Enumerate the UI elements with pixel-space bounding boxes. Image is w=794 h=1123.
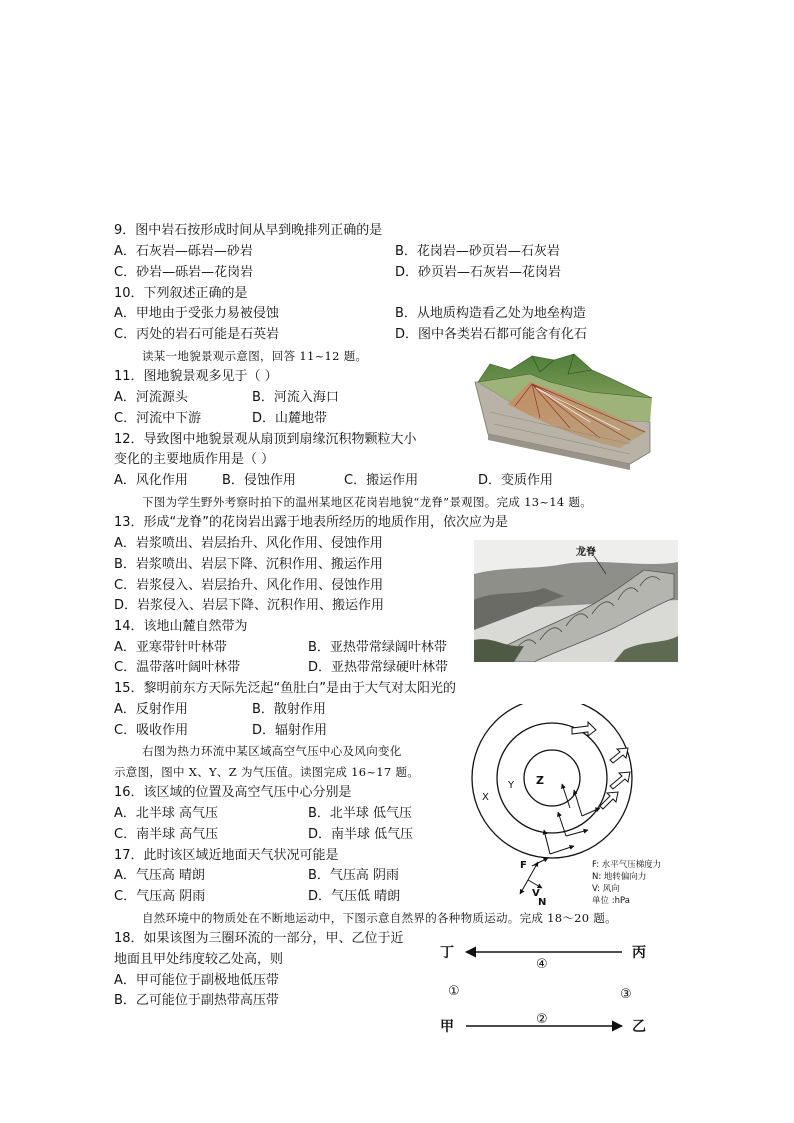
- q10-option-d: D．图中各类岩石都可能含有化石: [395, 327, 588, 342]
- q13-option-d: D．岩浆侵入、岩层下降、沉积作用、搬运作用: [114, 598, 385, 613]
- q12-stem-2: 变化的主要地质作用是（ ）: [114, 452, 275, 467]
- note-18-20: 自然环境中的物质处在不断地运动中，下图示意自然界的各种物质运动。完成 18～20 题。: [142, 911, 617, 925]
- flow-arrow-right-1: [610, 748, 628, 763]
- label-jia: 甲: [440, 1019, 454, 1035]
- q13-option-b: B．岩浆喷出、岩层下降、沉积作用、搬运作用: [114, 557, 383, 572]
- q14-option-c: C．温带落叶阔叶林带: [114, 660, 241, 675]
- q11-option-b: B．河流入海口: [252, 390, 339, 405]
- q16-option-d: D．南半球 低气压: [308, 827, 414, 842]
- note-11-12: 读某一地貌景观示意图，回答 11~12 题。: [142, 349, 368, 363]
- q9-option-d: D．砂页岩—石灰岩—花岗岩: [395, 265, 562, 280]
- label-f: F: [520, 860, 527, 871]
- legend-v: V: 风向: [592, 884, 620, 894]
- label-x: X: [482, 792, 489, 803]
- q14-option-a: A．亚寒带针叶林带: [114, 640, 227, 655]
- q13-option-c: C．岩浆侵入、岩层抬升、风化作用、侵蚀作用: [114, 578, 384, 593]
- legend-unit: 单位 :hPa: [592, 896, 630, 906]
- flow-arrow-right-2: [610, 772, 630, 789]
- circulation-cycle-diagram: [436, 938, 652, 1038]
- q17-option-d: D．气压低 晴朗: [308, 889, 401, 904]
- label-n: N: [538, 897, 547, 908]
- q18-stem-2: 地面且甲处纬度较乙处高，则: [114, 952, 284, 967]
- photo-label-longji: 龙脊: [576, 547, 596, 558]
- label-z: Z: [536, 774, 544, 787]
- note-13-14: 下图为学生野外考察时拍下的温州某地区花岗岩地貌“龙脊”景观图。完成 13~14 题。: [142, 495, 593, 509]
- q11-option-c: C．河流中下游: [114, 411, 202, 426]
- q13-stem: 13．形成“龙脊”的花岗岩出露于地表所经历的地质作用，依次应为是: [114, 515, 509, 530]
- q12-option-d: D．变质作用: [478, 473, 554, 488]
- legend-f: F: 水平气压梯度力: [592, 860, 662, 870]
- q9-option-c: C．砂岩—砾岩—花岗岩: [114, 265, 254, 280]
- q12-stem-1: 12．导致图中地貌景观从扇顶到扇缘沉积物颗粒大小: [114, 432, 417, 447]
- label-yi: 乙: [632, 1019, 646, 1035]
- q10-stem: 10．下列叙述正确的是: [114, 286, 248, 301]
- pressure-center-diagram: [470, 704, 690, 910]
- q16-option-a: A．北半球 高气压: [114, 806, 219, 821]
- isobar-outer: [472, 704, 632, 858]
- q15-option-c: C．吸收作用: [114, 723, 189, 738]
- q16-stem: 16．该区域的位置及高空气压中心分别是: [114, 785, 352, 800]
- q11-stem: 11．图地貌景观多见于（ ）: [114, 369, 278, 384]
- isobar-inner: [524, 750, 580, 806]
- q11-option-a: A．河流源头: [114, 390, 188, 405]
- note-16-17-line1: 右图为热力环流中某区域高空气压中心及风向变化: [142, 744, 402, 758]
- q9-option-a: A．石灰岩—砾岩—砂岩: [114, 244, 253, 259]
- q18-stem-1: 18．如果该图为三圈环流的一部分，甲、乙位于近: [114, 931, 404, 946]
- legend-n: N: 地转偏向力: [592, 872, 647, 882]
- label-v: V: [532, 888, 540, 899]
- q14-option-d: D．亚热带常绿硬叶林带: [308, 660, 449, 675]
- q15-option-a: A．反射作用: [114, 702, 188, 717]
- label-ding: 丁: [440, 945, 454, 961]
- alluvial-fan-diagram: [470, 352, 660, 470]
- note-16-17-line2: 示意图，图中 X、Y、Z 为气压值。读图完成 16~17 题。: [114, 765, 420, 779]
- q18-option-a: A．甲可能位于副极地低压带: [114, 973, 279, 988]
- q17-option-c: C．气压高 阴雨: [114, 889, 206, 904]
- label-c3: ③: [620, 987, 632, 1002]
- q16-option-b: B．北半球 低气压: [308, 806, 413, 821]
- q9-option-b: B．花岗岩—砂页岩—石灰岩: [395, 244, 560, 259]
- label-c2: ②: [536, 1012, 548, 1027]
- q18-option-b: B．乙可能位于副热带高压带: [114, 993, 279, 1008]
- q12-option-b: B．侵蚀作用: [222, 473, 296, 488]
- q15-option-b: B．散射作用: [252, 702, 326, 717]
- q10-option-c: C．丙处的岩石可能是石英岩: [114, 327, 280, 342]
- q13-option-a: A．岩浆喷出、岩层抬升、风化作用、侵蚀作用: [114, 536, 383, 551]
- q17-option-a: A．气压高 晴朗: [114, 868, 206, 883]
- label-bing: 丙: [632, 945, 646, 961]
- label-c4: ④: [536, 957, 548, 972]
- label-c1: ①: [448, 984, 460, 999]
- q9-stem: 9．图中岩石按形成时间从早到晚排列正确的是: [114, 223, 383, 238]
- q15-option-d: D．辐射作用: [252, 723, 328, 738]
- q17-stem: 17．此时该区域近地面天气状况可能是: [114, 848, 339, 863]
- q12-option-a: A．风化作用: [114, 473, 188, 488]
- q12-option-c: C．搬运作用: [344, 473, 419, 488]
- q11-option-d: D．山麓地带: [252, 411, 328, 426]
- q10-option-b: B．从地质构造看乙处为地垒构造: [395, 306, 586, 321]
- q15-stem: 15．黎明前东方天际先泛起“鱼肚白”是由于大气对太阳光的: [114, 681, 457, 696]
- q10-option-a: A．甲地由于受张力易被侵蚀: [114, 306, 279, 321]
- isobar-middle: [497, 723, 607, 833]
- q14-stem: 14．该地山麓自然带为: [114, 619, 248, 634]
- label-y: Y: [508, 780, 515, 791]
- q16-option-c: C．南半球 高气压: [114, 827, 219, 842]
- q17-option-b: B．气压高 阴雨: [308, 868, 400, 883]
- q14-option-b: B．亚热带常绿阔叶林带: [308, 640, 447, 655]
